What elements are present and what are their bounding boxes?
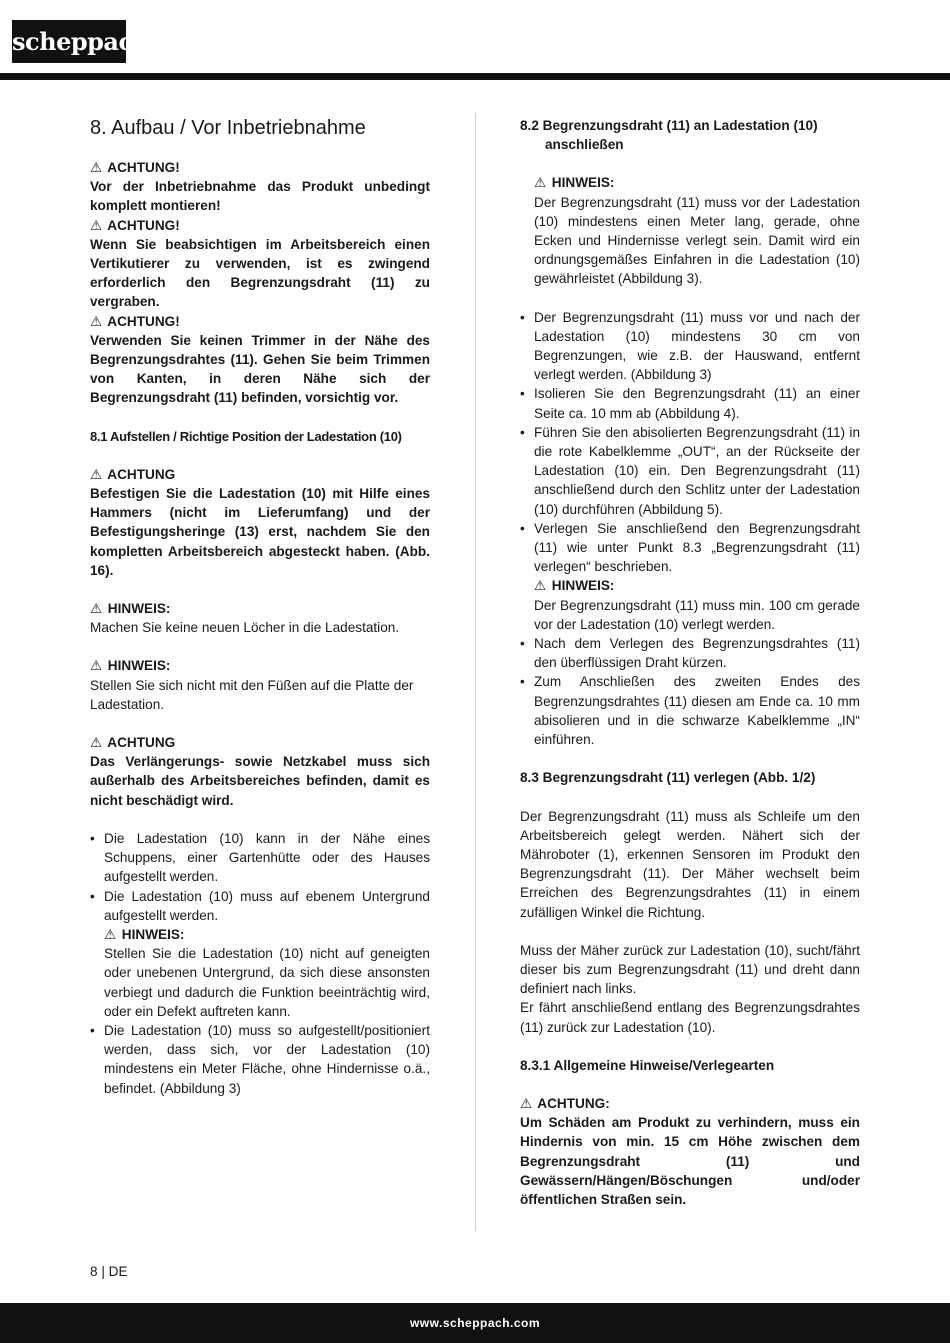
warning-icon: ⚠ — [104, 926, 117, 942]
warning-icon: ⚠ — [534, 175, 547, 191]
paragraph: Muss der Mäher zurück zur Ladestation (10), sucht/fährt dieser bis zum Begrenzungsdraht (11) und dreht dann definiert nach links. — [520, 942, 860, 997]
bullet-list — [90, 829, 430, 1098]
warning-icon: ⚠ — [90, 735, 103, 751]
list-item: • Verlegen Sie anschließend den Begrenzungsdraht (11) wie unter Punkt 8.3 „Begrenzungsdraht (11) verlegen“ beschrieben. ⚠ HINWEIS: Der Begrenzungsdraht (11) muss min. 100 cm gerade vor der Ladestation (10) verlegt werden. — [520, 519, 860, 634]
subsection-heading: 8.1 Aufstellen / Richtige Position der Ladestation (10) — [90, 428, 402, 444]
list-item: • Isolieren Sie den Begrenzungsdraht (11) an einer Seite ca. 10 mm ab (Abbildung 4). — [520, 384, 860, 422]
warning-icon: ⚠ — [90, 160, 103, 175]
warning-label: ⚠ ACHTUNG! — [90, 158, 430, 177]
subsection-heading-cont: anschließen — [545, 137, 624, 153]
left-column — [90, 116, 430, 1098]
warning-text: Befestigen Sie die Ladestation (10) mit Hilfe eines Hammers (nicht im Lieferumfang) und der Befestigungsheringe (13) erst, nachdem Sie den kompletten Arbeitsbereich abgesteckt haben. (Abb. 16). — [90, 486, 430, 578]
header-rule — [0, 73, 950, 80]
paragraph: Der Begrenzungsdraht (11) muss als Schleife um den Arbeitsbereich gelegt werden. Nähert sich der Mähroboter (1), erkennen Sensoren im Produkt den Begrenzungsdraht (11). Der Mäher wechselt beim Erreichen des Begrenzungsdrahtes (11) in einem zufälligen Winkel die Richtung. — [520, 808, 860, 920]
note-label: ⚠ HINWEIS: — [534, 576, 860, 595]
note-label: ⚠ HINWEIS: — [90, 656, 430, 675]
warning-label: ⚠ ACHTUNG — [90, 465, 430, 484]
warning-icon: ⚠ — [90, 313, 103, 329]
note-text: Stellen Sie die Ladestation (10) nicht auf geneigten oder unebenen Untergrund, da sich diese ansonsten verbiegt und dadurch die Funktion beeinträchtig wird, oder ein Defekt auftreten kann. — [104, 946, 430, 1019]
note-label: ⚠ HINWEIS: — [534, 173, 860, 192]
list-item: • Die Ladestation (10) muss auf ebenem Untergrund aufgestellt werden. ⚠ HINWEIS: Stellen Sie die Ladestation (10) nicht auf geneigten oder unebenen Untergrund, da sich diese ansonsten verbiegt und dadurch die Funktion beeinträchtig wird, oder ein Defekt auftreten kann. — [90, 887, 430, 1021]
list-item: • Zum Anschließen des zweiten Endes des Begrenzungsdrahtes (11) diesen am Ende ca. 10 mm abisolieren und in die schwarze Kabelklemme „IN“ einführen. — [520, 672, 860, 749]
warning-text: Wenn Sie beabsichtigen im Arbeitsbereich einen Vertikutierer zu verwenden, ist es zwingend erforderlich den Begrenzungsdraht (11) zu vergraben. — [90, 236, 430, 310]
warning-text: Vor der Inbetriebnahme das Produkt unbedingt komplett montieren! — [90, 179, 430, 214]
warning-icon: ⚠ — [520, 1095, 533, 1111]
section-title: 8. Aufbau / Vor Inbetriebnahme — [90, 117, 366, 139]
subsection-heading: 8.2 Begrenzungsdraht (11) an Ladestation (10) — [520, 118, 818, 133]
warning-icon: ⚠ — [534, 578, 547, 594]
list-item: • Die Ladestation (10) muss so aufgestellt/positioniert werden, dass sich, vor der Ladestation (10) mindestens ein Meter Fläche, ohne Hindernisse o.ä., befindet. (Abbildung 3) — [90, 1021, 430, 1098]
note-label: ⚠ HINWEIS: — [104, 925, 430, 944]
note-label: ⚠ HINWEIS: — [90, 599, 430, 618]
list-item: • Der Begrenzungsdraht (11) muss vor und nach der Ladestation (10) mindestens 30 cm von Begrenzungen, wie z.B. der Hauswand, entfernt verlegt werden. (Abbildung 3) — [520, 308, 860, 385]
warning-icon: ⚠ — [90, 601, 103, 617]
warning-icon: ⚠ — [90, 658, 103, 674]
warning-label: ⚠ ACHTUNG! — [90, 312, 430, 331]
warning-label: ⚠ ACHTUNG — [90, 733, 430, 752]
note-text: Machen Sie keine neuen Löcher in die Ladestation. — [90, 620, 400, 636]
brand-logo: scheppach — [12, 20, 126, 63]
note-text: Stellen Sie sich nicht mit den Füßen auf die Platte der Ladestation. — [90, 677, 414, 712]
column-divider — [475, 113, 476, 1231]
footer-bar — [0, 1303, 950, 1343]
list-item: • Nach dem Verlegen des Begrenzungsdrahtes (11) den überflüssigen Draht kürzen. — [520, 634, 860, 672]
subsection-heading: 8.3.1 Allgemeine Hinweise/Verlegearten — [520, 1057, 775, 1073]
note-text: Der Begrenzungsdraht (11) muss min. 100 cm gerade vor der Ladestation (10) verlegt werden. — [534, 597, 860, 632]
note-text: Der Begrenzungsdraht (11) muss vor der Ladestation (10) mindestens einen Meter lang, gerade, ohne Ecken und Hindernisse verlegt sein. Damit wird ein ordnungsgemäßes Einfahren in die Ladestation (10) gewährleistet (Abbildung 3). — [534, 194, 860, 287]
warning-text: Verwenden Sie keinen Trimmer in der Nähe des Begrenzungsdrahtes (11). Gehen Sie beim Trimmen von Kanten, in deren Nähe sich der Begrenzungsdraht (11) befinden, vorsichtig vor. — [90, 332, 430, 406]
bullet-list — [520, 308, 860, 750]
warning-label: ⚠ ACHTUNG: — [520, 1094, 860, 1113]
warning-label: ⚠ ACHTUNG! — [90, 216, 430, 235]
warning-text: Um Schäden am Produkt zu verhindern, muss ein Hindernis von min. 15 cm Höhe zwischen dem Begrenzungsdraht (11) und Gewässern/Hängen/Böschungen und/oder öffentlichen Straßen sein. — [520, 1115, 860, 1207]
list-item: • Die Ladestation (10) kann in der Nähe eines Schuppens, einer Gartenhütte oder des Hauses aufgestellt werden. — [90, 829, 430, 887]
warning-icon: ⚠ — [90, 217, 103, 233]
warning-text: Das Verlängerungs- sowie Netzkabel muss sich außerhalb des Arbeitsbereiches befinden, damit es nicht beschädigt wird. — [90, 754, 430, 808]
warning-icon: ⚠ — [90, 466, 103, 482]
right-column — [520, 116, 860, 1209]
website-link[interactable]: www.scheppach.com — [409, 1316, 541, 1330]
subsection-heading: 8.3 Begrenzungsdraht (11) verlegen (Abb. 1/2) — [520, 770, 816, 786]
paragraph: Er fährt anschließend entlang des Begrenzungsdrahtes (11) zurück zur Ladestation (10). — [520, 1000, 860, 1035]
page-number: 8 | DE — [90, 1264, 128, 1279]
list-item: • Führen Sie den abisolierten Begrenzungsdraht (11) in die rote Kabelklemme „OUT“, an der Rückseite der Ladestation (10) ein. Den Begrenzungsdraht (11) anschließend durch den Schlitz unter der Ladestation (10) durchführen (Abbildung 5). — [520, 423, 860, 519]
